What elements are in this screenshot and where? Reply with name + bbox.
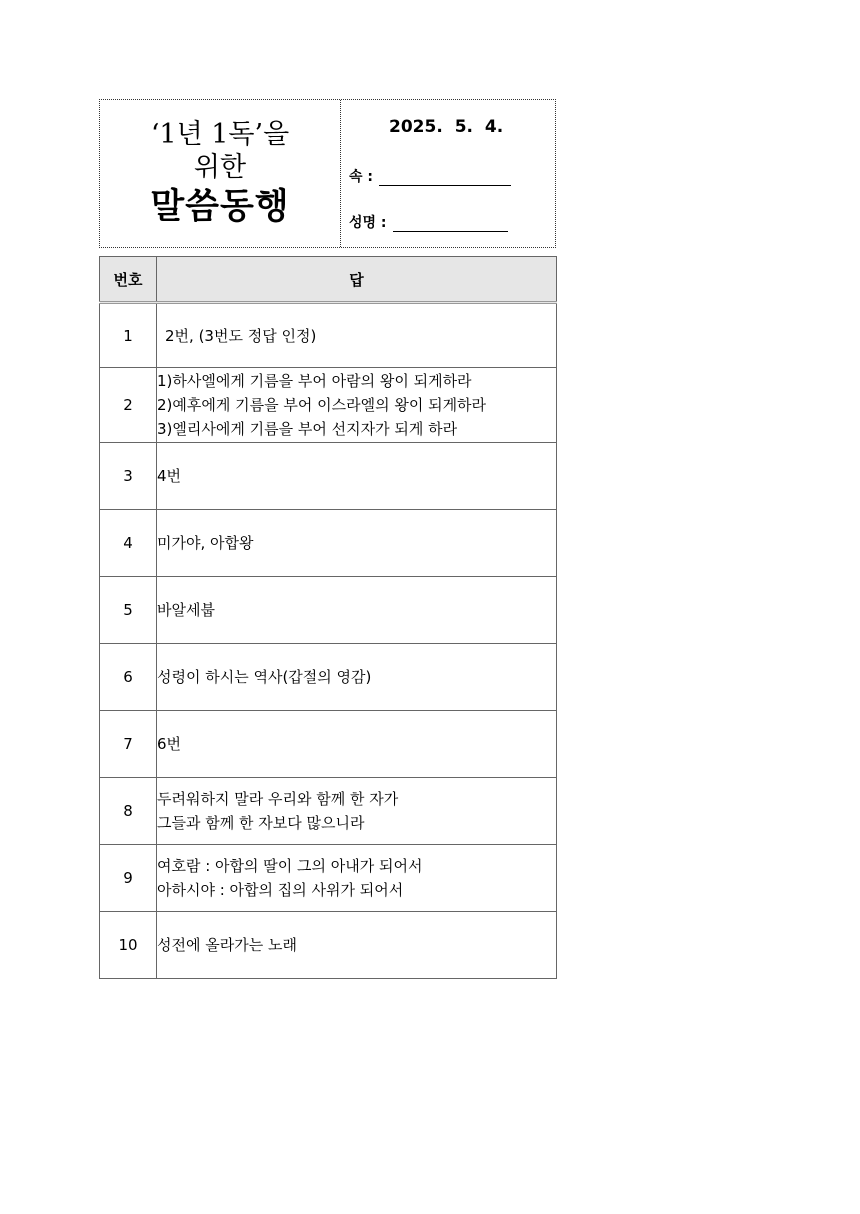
row-number: 3: [100, 443, 157, 510]
answer-line: 6번: [157, 735, 182, 753]
answer-line: 2번, (3번도 정답 인정): [165, 326, 317, 345]
row-number: 7: [100, 711, 157, 778]
row-number: 2: [100, 368, 157, 443]
row-answer: [157, 303, 557, 368]
worksheet-header: [99, 99, 556, 248]
row-answer: [157, 577, 557, 644]
table-row: [100, 443, 557, 510]
row-number: 8: [100, 778, 157, 845]
table-row: [100, 644, 557, 711]
name-underline: [393, 215, 508, 232]
answer-line: 성전에 올라가는 노래: [157, 936, 297, 954]
info-block: [341, 100, 555, 247]
table-row: [100, 368, 557, 443]
table-row: [100, 577, 557, 644]
answer-line: 바알세붑: [157, 601, 215, 619]
date-text: 2025. 5. 4.: [389, 117, 504, 137]
table-header-row: [100, 257, 557, 303]
table-row: [100, 845, 557, 912]
name-field[interactable]: [349, 212, 508, 232]
title-line-2: 위한: [193, 151, 247, 183]
answer-table: [99, 256, 557, 979]
row-number: 1: [100, 303, 157, 368]
row-answer: [157, 644, 557, 711]
row-number: 6: [100, 644, 157, 711]
table-row: [100, 711, 557, 778]
row-number: 4: [100, 510, 157, 577]
group-label: 속 :: [349, 169, 373, 185]
row-number: 9: [100, 845, 157, 912]
answer-line: 성령이 하시는 역사(갑절의 영감): [157, 668, 372, 686]
answer-line: 3)엘리사에게 기름을 부어 선지자가 되게 하라: [157, 420, 458, 438]
answer-line: 아하시야 : 아합의 집의 사위가 되어서: [157, 881, 404, 899]
title-block: [100, 100, 341, 247]
row-answer: [157, 443, 557, 510]
group-underline: [379, 169, 511, 186]
answer-line: 여호람 : 아합의 딸이 그의 아내가 되어서: [157, 857, 423, 875]
title-main: 말씀동행: [150, 185, 290, 227]
group-field[interactable]: [349, 166, 511, 186]
answer-line: 4번: [157, 467, 182, 485]
row-answer: [157, 778, 557, 845]
row-number: 10: [100, 912, 157, 979]
answer-line: 그들과 함께 한 자보다 많으니라: [157, 814, 365, 832]
row-answer: [157, 912, 557, 979]
table-row: [100, 912, 557, 979]
table-row: [100, 510, 557, 577]
name-label: 성명 :: [349, 215, 387, 231]
number-column-header: 번호: [100, 257, 157, 303]
row-number: 5: [100, 577, 157, 644]
row-answer: [157, 368, 557, 443]
table-row: [100, 778, 557, 845]
answer-column-header: 답: [157, 257, 557, 303]
row-answer: [157, 711, 557, 778]
row-answer: [157, 845, 557, 912]
answer-line: 2)예후에게 기름을 부어 이스라엘의 왕이 되게하라: [157, 396, 487, 414]
answer-line: 두려워하지 말라 우리와 함께 한 자가: [157, 790, 399, 808]
title-line-1: ‘1년 1독’을: [150, 118, 290, 150]
table-row: [100, 303, 557, 368]
answer-line: 1)하사엘에게 기름을 부어 아람의 왕이 되게하라: [157, 372, 472, 390]
answer-line: 미가야, 아합왕: [157, 534, 254, 552]
row-answer: [157, 510, 557, 577]
